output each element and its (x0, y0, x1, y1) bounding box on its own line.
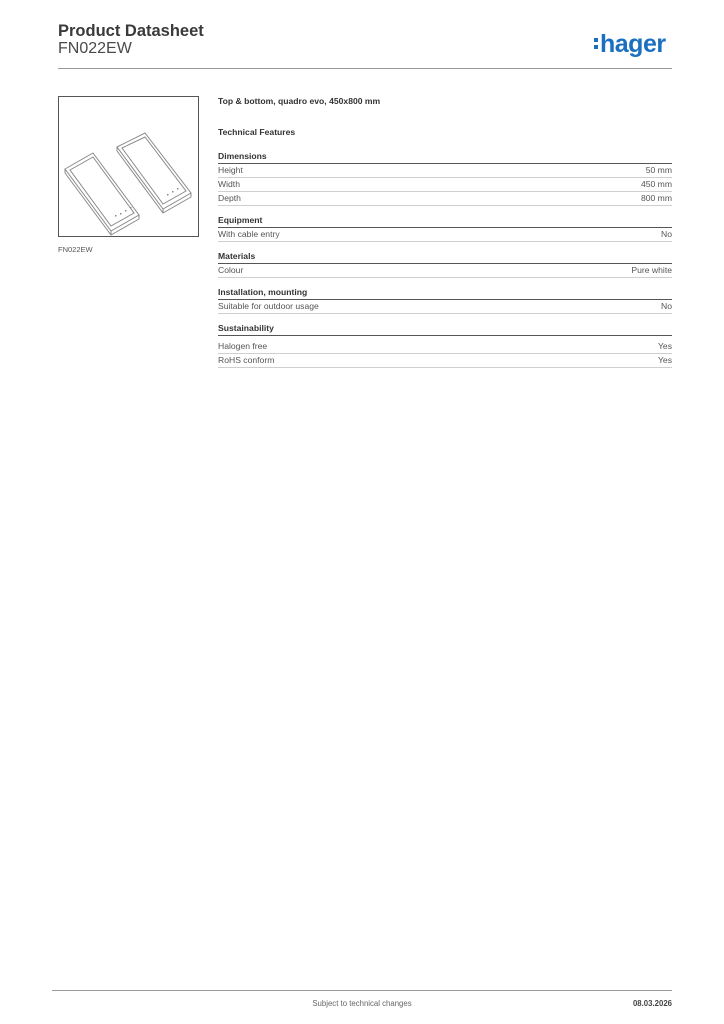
product-image (58, 96, 199, 237)
section-title: Sustainability (218, 323, 672, 336)
spec-row (218, 228, 672, 242)
product-code: FN022EW (58, 40, 132, 57)
spec-label: Halogen free (218, 341, 268, 351)
logo-dots-icon (594, 38, 598, 50)
spec-value: Yes (657, 341, 672, 351)
hager-logo (594, 30, 666, 59)
spec-label: With cable entry (218, 229, 280, 239)
spec-label: RoHS conform (218, 355, 275, 365)
spec-value: 450 mm (640, 179, 672, 189)
spec-label: Height (218, 165, 243, 175)
footer-divider (52, 990, 672, 991)
section-sustainability (218, 323, 672, 368)
spec-row (218, 164, 672, 178)
logo-text: hager (600, 30, 666, 58)
header-divider (58, 68, 672, 69)
spec-label: Colour (218, 265, 244, 275)
spec-value: 50 mm (645, 165, 672, 175)
section-title: Equipment (218, 215, 672, 228)
spec-row (218, 178, 672, 192)
section-title: Dimensions (218, 151, 672, 164)
section-equipment (218, 215, 672, 242)
spec-row (218, 300, 672, 314)
spec-row (218, 340, 672, 354)
footer-date: 08.03.2026 (632, 999, 672, 1008)
document-title: Product Datasheet (58, 22, 204, 40)
section-installation (218, 287, 672, 314)
technical-features-heading: Technical Features (218, 127, 296, 137)
section-title: Installation, mounting (218, 287, 672, 300)
frame-illustration (59, 97, 198, 236)
spec-label: Depth (218, 193, 241, 203)
section-materials (218, 251, 672, 278)
spec-row (218, 192, 672, 206)
spec-value: No (661, 229, 672, 239)
spec-rows (218, 340, 672, 368)
image-caption: FN022EW (58, 245, 93, 254)
spec-label: Width (218, 179, 240, 189)
product-title: Top & bottom, quadro evo, 450x800 mm (218, 96, 381, 106)
spec-row (218, 264, 672, 278)
spec-value: 800 mm (640, 193, 672, 203)
spec-value: No (661, 301, 672, 311)
section-title: Materials (218, 251, 672, 264)
spec-value: Pure white (631, 265, 672, 275)
spec-label: Suitable for outdoor usage (218, 301, 319, 311)
technical-content (218, 96, 672, 377)
section-dimensions (218, 151, 672, 206)
spec-value: Yes (657, 355, 672, 365)
footer-note: Subject to technical changes (312, 999, 412, 1008)
spec-row (218, 354, 672, 368)
